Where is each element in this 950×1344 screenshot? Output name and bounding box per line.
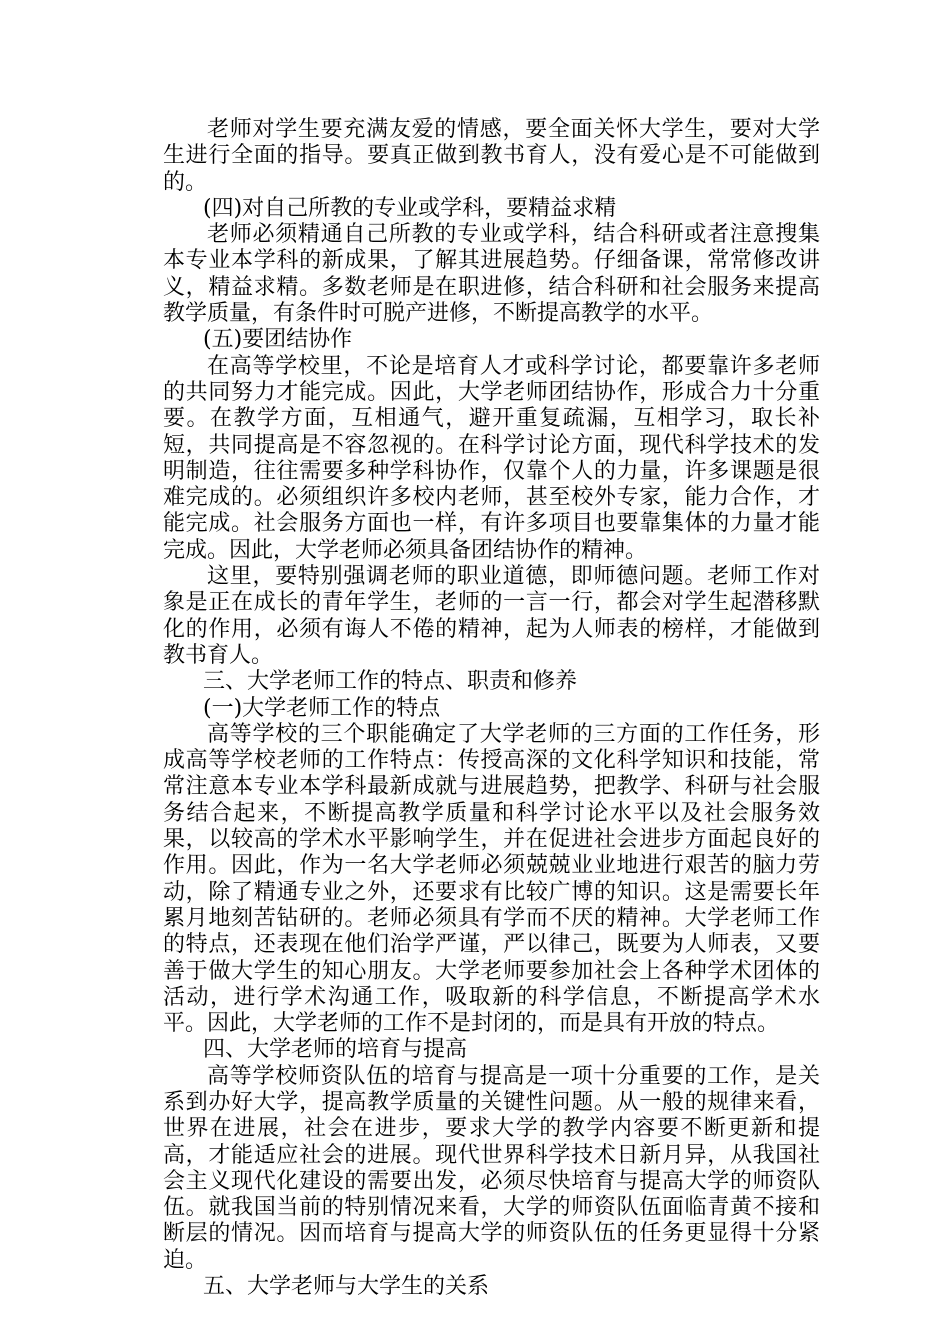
heading-mastery-of-subject: (四)对自己所教的专业或学科，要精益求精 <box>203 195 617 221</box>
heading-section-four: 四、大学老师的培育与提高 <box>203 1037 468 1063</box>
heading-work-characteristics: (一)大学老师工作的特点 <box>203 695 441 721</box>
paragraph-mastery-of-subject: 老师必须精通自己所教的专业或学科，结合科研或者注意搜集本专业本学科的新成果，了解其进展趋势。仔细备课，常常修改讲义，精益求精。多数老师是在职进修，结合科研和社会服务来提高教学质量，有条件时可脱产进修，不断提高教学的水平。 <box>163 222 820 327</box>
document-page <box>163 117 820 1300</box>
paragraph-teamwork: 在高等学校里，不论是培育人才或科学讨论，都要靠许多老师的共同努力才能完成。因此，大学老师团结协作，形成合力十分重要。在教学方面，互相通气，避开重复疏漏，互相学习，取长补短，共同提高是不容忽视的。在科学讨论方面，现代科学技术的发明制造，往往需要多种学科协作，仅靠个人的力量，许多课题是很难完成的。必须组织许多校内老师，甚至校外专家，能力合作，才能完成。社会服务方面也一样，有许多项目也要靠集体的力量才能完成。因此，大学老师必须具备团结协作的精神。 <box>163 353 820 563</box>
paragraph-love-for-students: 老师对学生要充满友爱的情感，要全面关怀大学生，要对大学生进行全面的指导。要真正做到教书育人，没有爱心是不可能做到的。 <box>163 117 820 195</box>
paragraph-work-characteristics: 高等学校的三个职能确定了大学老师的三方面的工作任务，形成高等学校老师的工作特点：传授高深的文化科学知识和技能，常常注意本专业本学科最新成就与进展趋势，把教学、科研与社会服务结合起来，不断提高教学质量和科学讨论水平以及社会服务效果，以较高的学术水平影响学生，并在促进社会进步方面起良好的作用。因此，作为一名大学老师必须兢兢业业地进行艰苦的脑力劳动，除了精通专业之外，还要求有比较广博的知识。这是需要长年累月地刻苦钻研的。老师必须具有学而不厌的精神。大学老师工作的特点，还表现在他们治学严谨，严以律己，既要为人师表，又要善于做大学生的知心朋友。大学老师要参加社会上各种学术团体的活动，进行学术沟通工作，吸取新的科学信息，不断提高学术水平。因此，大学老师的工作不是封闭的，而是具有开放的特点。 <box>163 721 820 1037</box>
heading-section-five: 五、大学老师与大学生的关系 <box>203 1274 490 1300</box>
heading-section-three: 三、大学老师工作的特点、职责和修养 <box>203 669 578 695</box>
paragraph-teacher-ethics: 这里，要特别强调老师的职业道德，即师德问题。老师工作对象是正在成长的青年学生，老师的一言一行，都会对学生起潜移默化的作用，必须有诲人不倦的精神，起为人师表的榜样，才能做到教书育人。 <box>163 564 820 668</box>
heading-teamwork: (五)要团结协作 <box>203 327 353 353</box>
paragraph-teacher-training: 高等学校师资队伍的培育与提高是一项十分重要的工作，是关系到办好大学，提高教学质量的关键性问题。从一般的规律来看，世界在进展，社会在进步，要求大学的教学内容要不断更新和提高，才能适应社会的进展。现代世界科学技术日新月异，从我国社会主义现代化建设的需要出发，必须尽快培育与提高大学的师资队伍。就我国当前的特别情况来看，大学的师资队伍面临青黄不接和断层的情况。因而培育与提高大学的师资队伍的任务更显得十分紧迫。 <box>163 1063 820 1273</box>
